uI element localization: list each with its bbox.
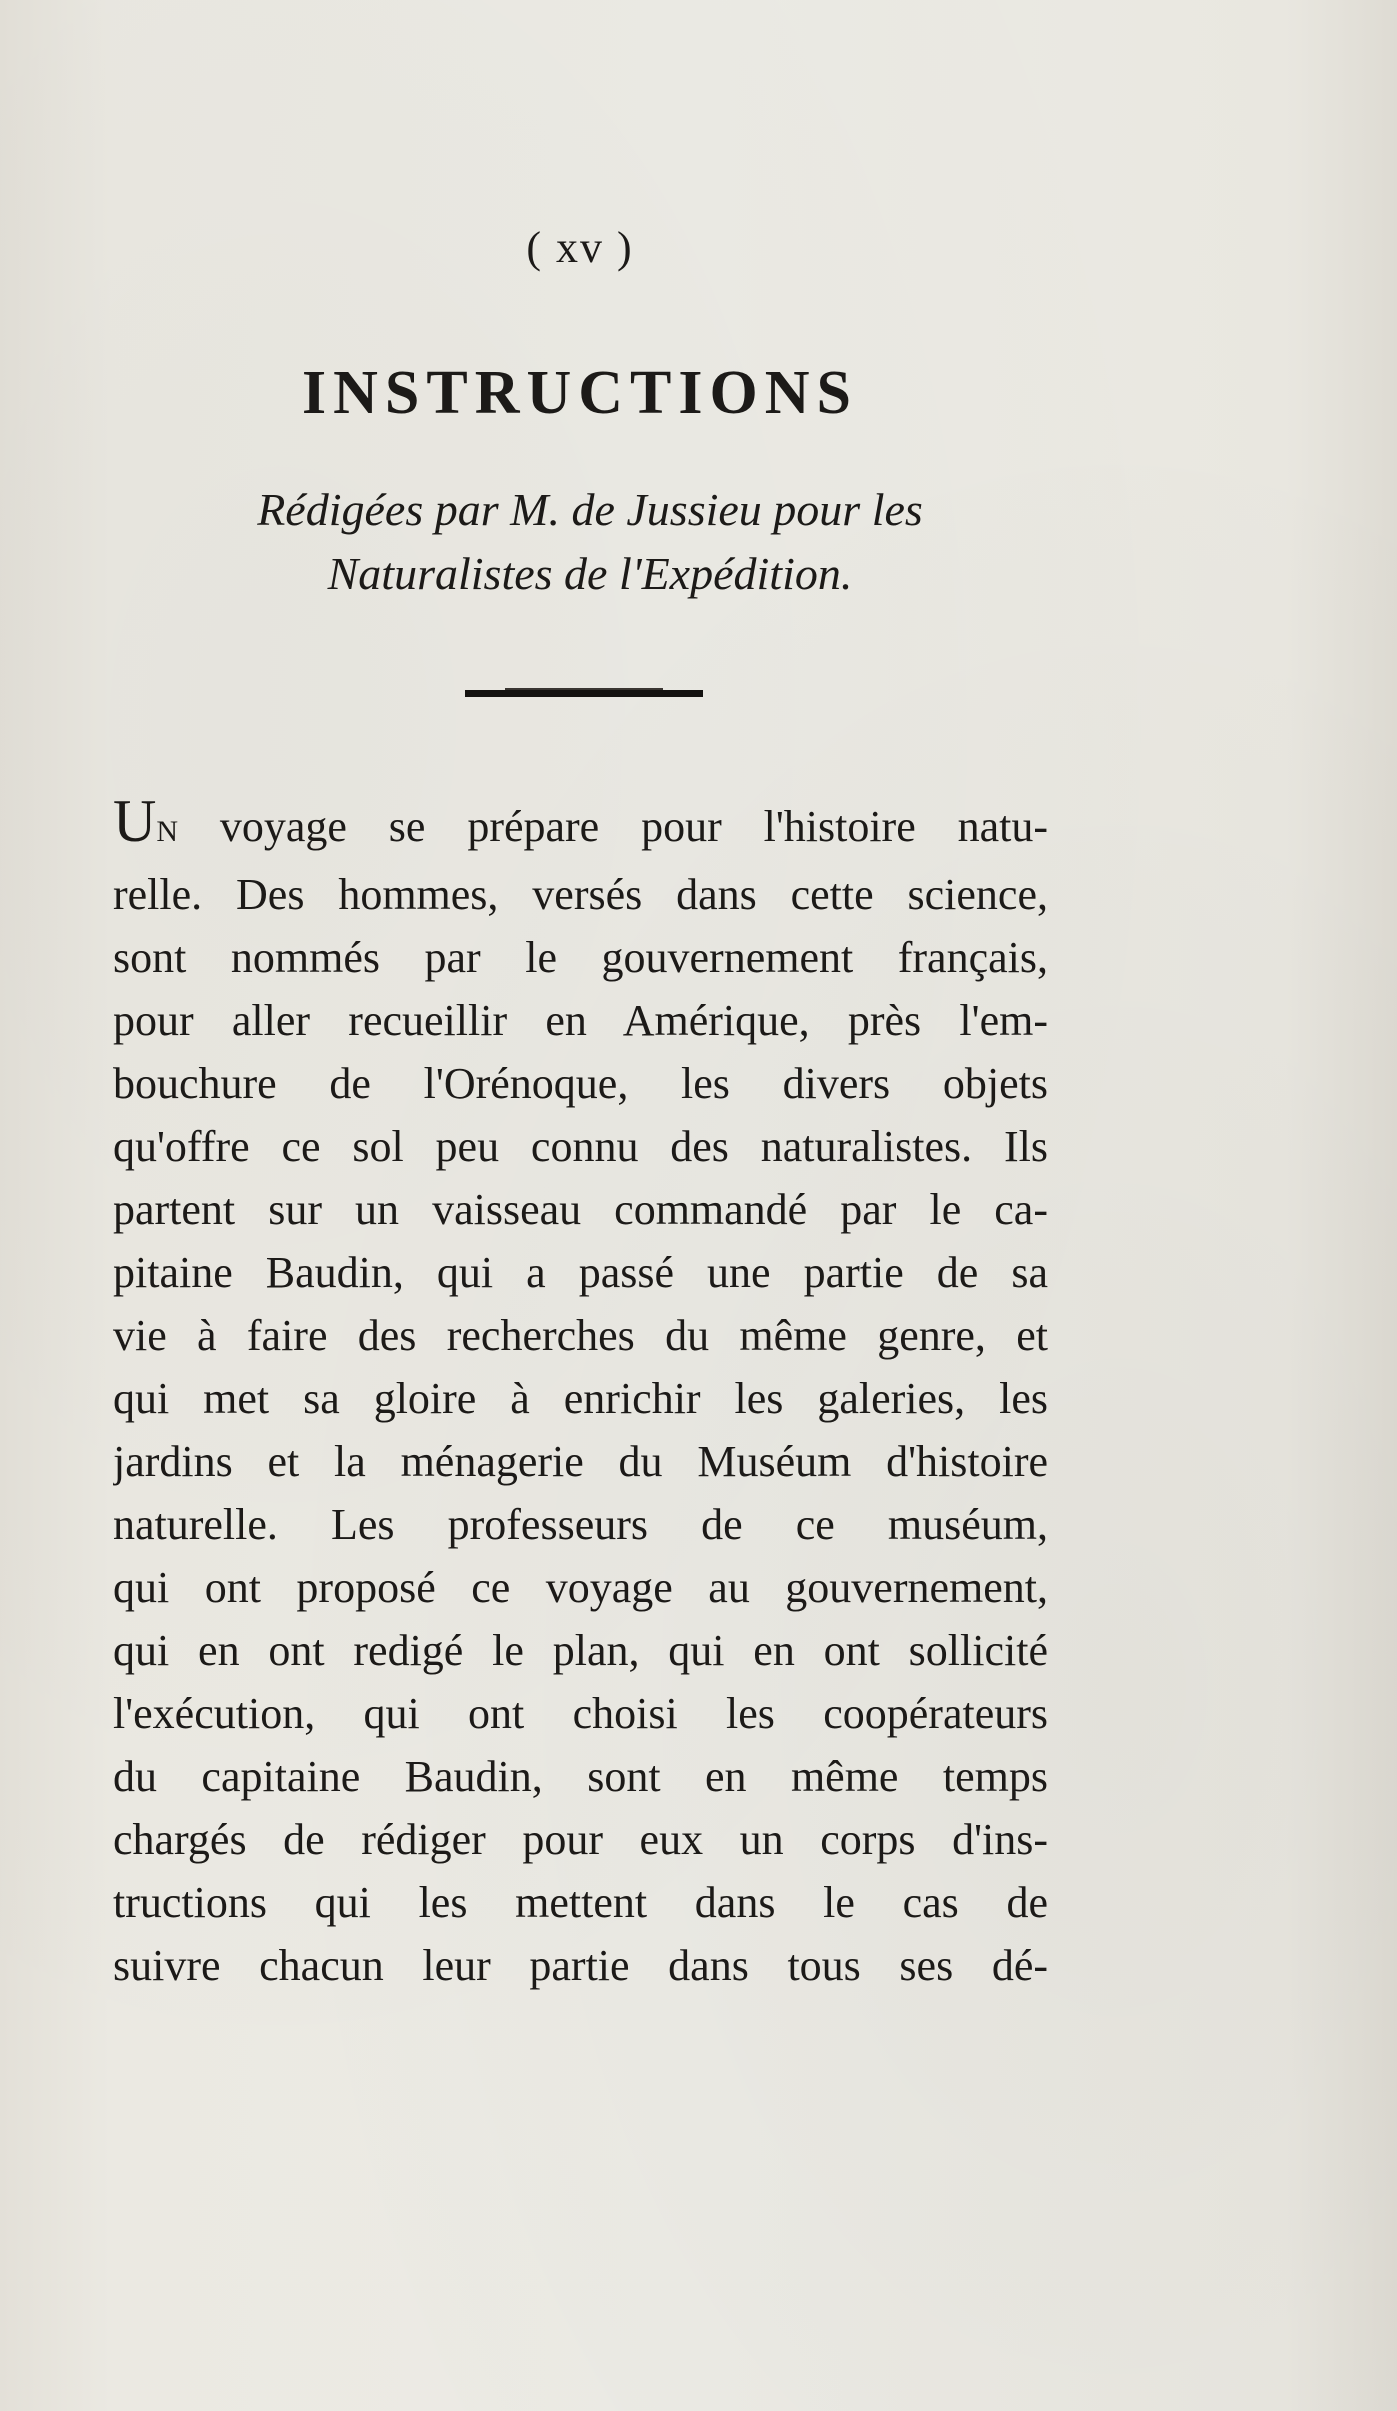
section-subheading: [100, 478, 1080, 606]
body-line: bouchure de l'Orénoque, les divers objets: [113, 1059, 1048, 1108]
small-capital: N: [156, 815, 179, 848]
body-line: pour aller recueillir en Amérique, près l'em-: [113, 996, 1048, 1045]
body-line: tructions qui les mettent dans le cas de: [113, 1878, 1048, 1927]
body-line: sont nommés par le gouvernement français,: [113, 933, 1048, 982]
body-line: naturelle. Les professeurs de ce muséum,: [113, 1500, 1048, 1549]
section-heading: INSTRUCTIONS: [301, 359, 859, 427]
body-line: jardins et la ménagerie du Muséum d'histoire: [113, 1437, 1048, 1486]
body-line: relle. Des hommes, versés dans cette science,: [113, 870, 1048, 919]
subheading-line-1: Rédigées par M. de Jussieu pour les: [257, 484, 923, 535]
body-paragraph: [113, 795, 1048, 1997]
page-number: ( xv ): [526, 223, 634, 272]
body-line: qui met sa gloire à enrichir les galeries, les: [113, 1374, 1048, 1423]
body-line: du capitaine Baudin, sont en même temps: [113, 1752, 1048, 1801]
drop-capital: U: [113, 795, 157, 854]
body-line: vie à faire des recherches du même genre, et: [113, 1311, 1048, 1360]
body-line: qu'offre ce sol peu connu des naturalistes. Ils: [113, 1122, 1048, 1171]
body-line: qui ont proposé ce voyage au gouvernement,: [113, 1563, 1048, 1612]
subheading-line-2: Naturalistes de l'Expédition.: [327, 548, 853, 599]
body-line: pitaine Baudin, qui a passé une partie de sa: [113, 1248, 1048, 1297]
body-line: qui en ont redigé le plan, qui en ont sollicité: [113, 1626, 1048, 1675]
decorative-rule: [465, 690, 703, 697]
body-line: l'exécution, qui ont choisi les coopérateurs: [113, 1689, 1048, 1738]
body-line: suivre chacun leur partie dans tous ses dé-: [113, 1941, 1048, 1990]
first-line-text: voyage se prépare pour l'histoire natu-: [178, 802, 1048, 851]
body-line: [113, 795, 1048, 863]
body-line: partent sur un vaisseau commandé par le ca-: [113, 1185, 1048, 1234]
body-line: chargés de rédiger pour eux un corps d'ins-: [113, 1815, 1048, 1864]
